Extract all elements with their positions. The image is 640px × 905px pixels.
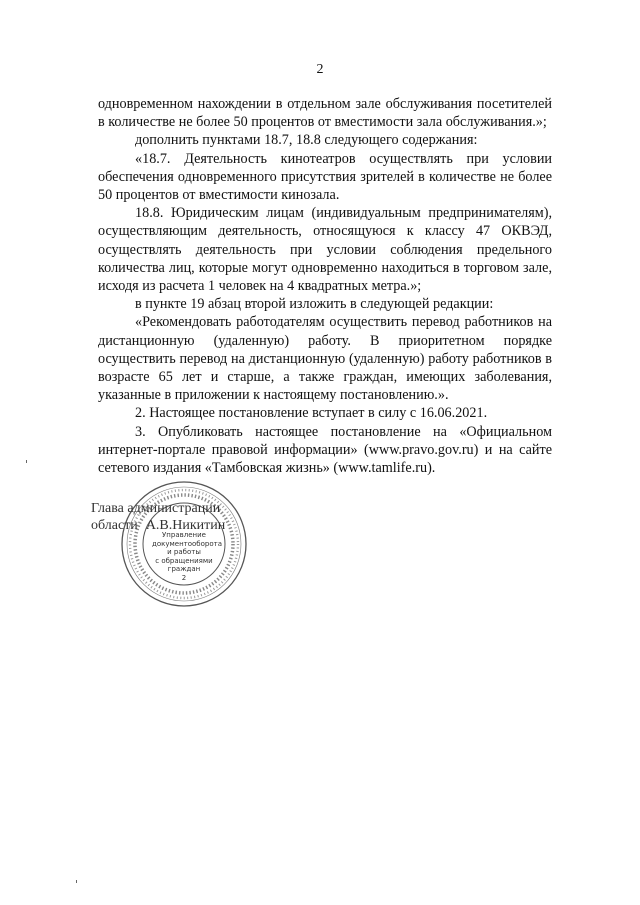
seal-line: документооборота xyxy=(152,539,222,548)
seal-text xyxy=(152,531,222,583)
seal-line: 2 xyxy=(181,573,187,582)
page-number: 2 xyxy=(316,62,324,77)
seal-line: с обращениями xyxy=(155,556,213,565)
scan-mark xyxy=(76,880,77,883)
signature-block xyxy=(91,500,225,534)
seal-line: и работы xyxy=(167,548,201,557)
signatory-position: Глава администрации xyxy=(91,501,221,516)
paragraph: «18.7. Деятельность кинотеатров осуществлять при условии обеспечения одновременного присутствия зрителей в количестве не более 50 процентов от вместимости кинозала. xyxy=(98,150,552,204)
paragraph: в пункте 19 абзац второй изложить в следующей редакции: xyxy=(135,296,494,313)
paragraph: 3. Опубликовать настоящее постановление на «Официальном интернет-портале правовой информации» (www.pravo.gov.ru) и на сайте сетевого издания «Тамбовская жизнь» (www.tamlife.ru). xyxy=(98,423,552,477)
seal-line: граждан xyxy=(167,565,201,574)
paragraph: одновременном нахождении в отдельном зале обслуживания посетителей в количестве не более 50 процентов от вместимости зала обслуживания.»; xyxy=(98,96,552,131)
signatory-region: области xyxy=(91,518,138,533)
paragraph: 18.8. Юридическим лицам (индивидуальным предпринимателям), осуществляющим деятельность, относящуюся к классу 47 ОКВЭД, осуществлять деятельность при условии соблюдения предельного количества лиц, которые могут одновременно находиться в торговом зале, исходя из расчета 1 человек на 4 квадратных метра.»; xyxy=(98,205,552,295)
paragraph: «Рекомендовать работодателям осуществить перевод работников на дистанционную (удаленную) работу. В приоритетном порядке осуществить перевод на дистанционную (удаленную) работу работников в возрасте 65 лет и старше, а также граждан, имеющих заболевания, указанные в приложении к настоящему постановлению.». xyxy=(98,314,552,404)
paragraph: 2. Настоящее постановление вступает в силу с 16.06.2021. xyxy=(135,405,488,422)
seal-line: Управление xyxy=(162,531,206,539)
document-body xyxy=(98,95,552,477)
signatory-name: А.В.Никитин xyxy=(145,518,226,533)
paragraph: дополнить пунктами 18.7, 18.8 следующего содержания: xyxy=(135,132,478,149)
scan-mark xyxy=(26,460,27,463)
